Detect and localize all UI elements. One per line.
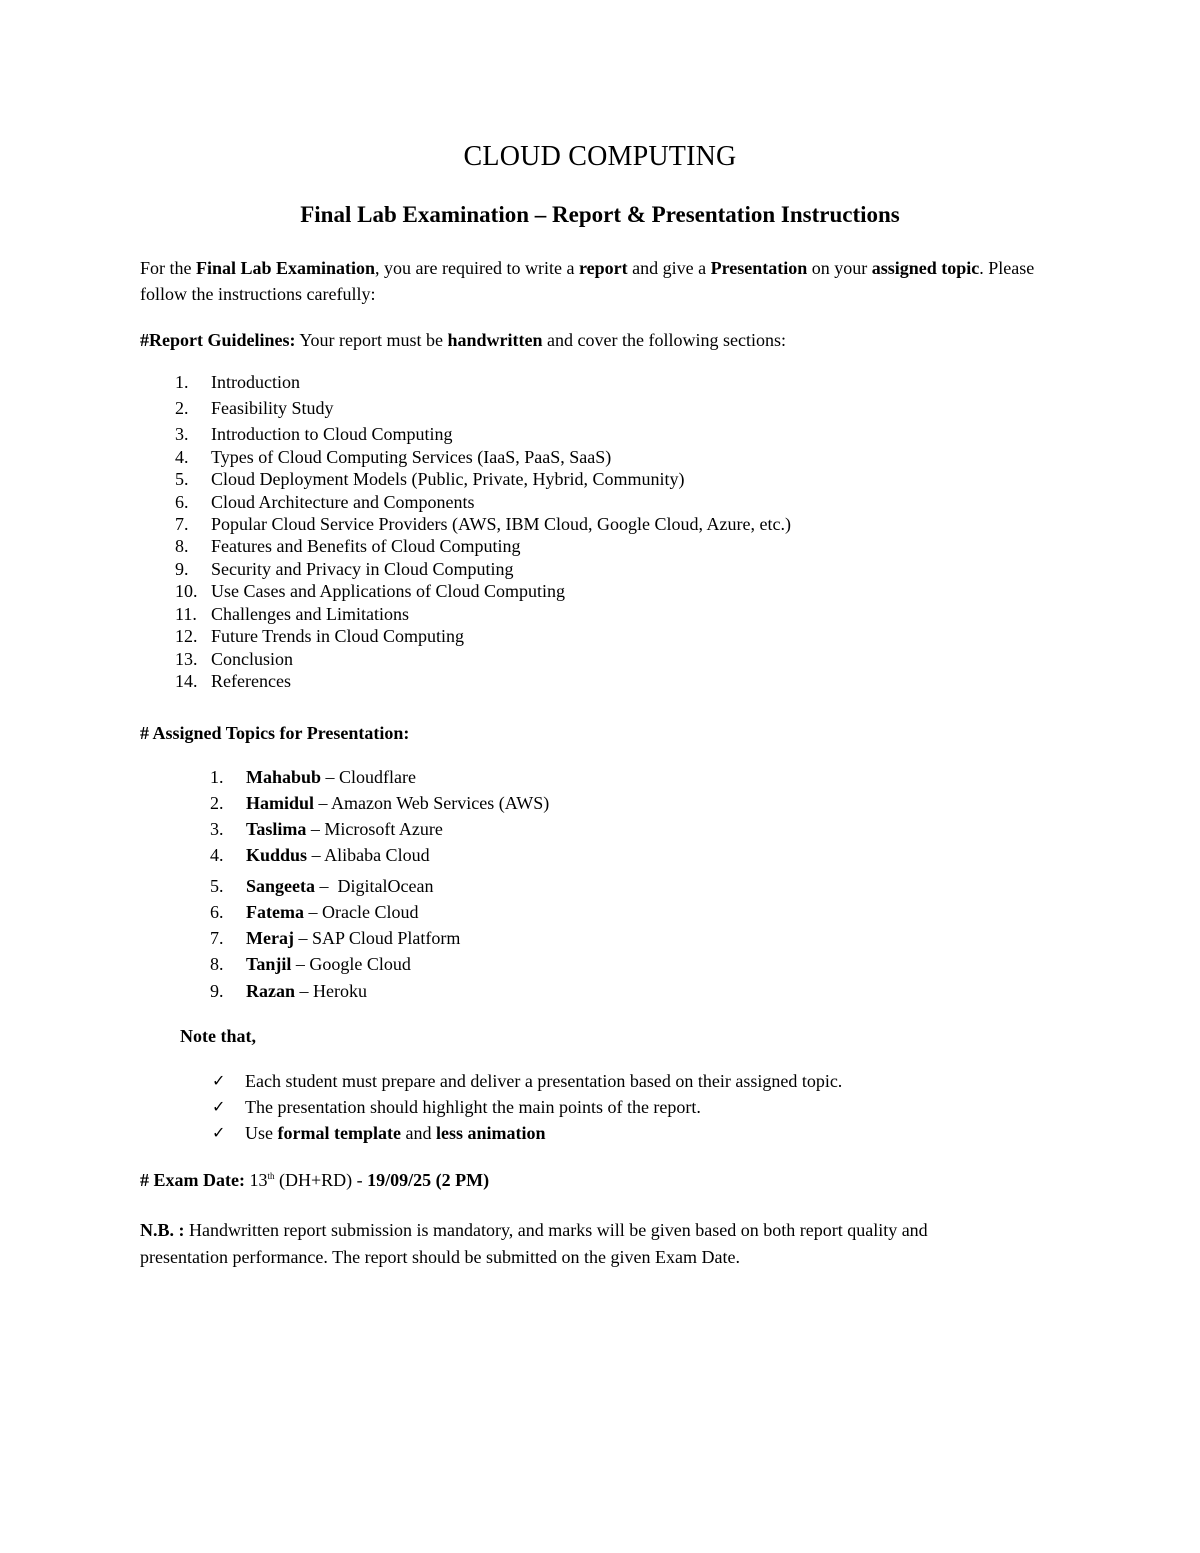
separator: – <box>303 902 322 922</box>
list-text: References <box>211 671 291 691</box>
list-number: 11. <box>175 604 197 624</box>
list-text: Feasibility Study <box>211 398 334 418</box>
checkmark-icon: ✓ <box>212 1073 226 1090</box>
list-number: 12. <box>175 626 198 646</box>
list-text <box>246 845 430 866</box>
nb-note <box>140 1217 1020 1271</box>
separator: – <box>306 819 325 839</box>
list-text <box>246 981 367 1002</box>
list-number: 1. <box>175 372 189 392</box>
topic-name: DigitalOcean <box>337 876 434 896</box>
list-number: 6. <box>210 902 224 922</box>
exam-section: (DH+RD) - <box>274 1170 368 1190</box>
list-number: 14. <box>175 671 198 691</box>
checkmark-icon: ✓ <box>212 1125 226 1142</box>
exam-date <box>140 1170 489 1191</box>
student-name: Tanjil <box>246 954 292 974</box>
intro-text-3: and give a <box>627 258 711 278</box>
list-text: Cloud Deployment Models (Public, Private, Hybrid, Community) <box>211 469 685 489</box>
exam-date-label: # Exam Date: <box>140 1170 245 1190</box>
separator: – <box>291 954 310 974</box>
topic-name: Google Cloud <box>309 954 411 974</box>
list-text <box>246 819 443 840</box>
nb-label: N.B. : <box>140 1220 185 1240</box>
topic-name: Oracle Cloud <box>321 902 419 922</box>
list-text <box>246 928 460 949</box>
intro-text-4: on your <box>807 258 872 278</box>
student-name: Taslima <box>246 819 307 839</box>
intro-bold-assigned-topic: assigned topic <box>871 258 980 278</box>
student-name: Kuddus <box>246 845 308 865</box>
list-text <box>246 902 418 923</box>
student-name: Meraj <box>246 928 294 948</box>
guidelines-label: #Report Guidelines: <box>140 330 296 350</box>
list-number: 7. <box>175 514 189 534</box>
list-text: Conclusion <box>211 649 294 669</box>
intro-text-1: For the <box>140 258 196 278</box>
checkmark-icon: ✓ <box>212 1099 226 1116</box>
list-text <box>246 876 433 897</box>
list-number: 10. <box>175 581 198 601</box>
list-text <box>246 793 549 814</box>
list-number: 6. <box>175 492 189 512</box>
list-number: 3. <box>175 424 189 444</box>
student-name: Mahabub <box>246 767 322 787</box>
list-number: 9. <box>210 981 224 1001</box>
note-bold-less-animation: less animation <box>435 1123 546 1143</box>
guidelines-bold-handwritten: handwritten <box>447 330 543 350</box>
list-number: 2. <box>210 793 224 813</box>
topic-name: Heroku <box>313 981 367 1001</box>
topic-name: SAP Cloud Platform <box>311 928 461 948</box>
report-guidelines <box>140 327 1040 353</box>
list-text: Types of Cloud Computing Services (IaaS, PaaS, SaaS) <box>211 447 612 467</box>
guidelines-text-2: and cover the following sections: <box>542 330 786 350</box>
intro-bold-presentation: Presentation <box>710 258 808 278</box>
topic-name: Cloudflare <box>339 767 417 787</box>
topic-name: Alibaba Cloud <box>324 845 430 865</box>
list-number: 4. <box>210 845 224 865</box>
intro-bold-report: report <box>578 258 628 278</box>
list-number: 5. <box>210 876 224 896</box>
student-name: Fatema <box>246 902 304 922</box>
topic-name: Microsoft Azure <box>324 819 443 839</box>
student-name: Hamidul <box>246 793 315 813</box>
exam-number: 13 <box>244 1170 268 1190</box>
list-number: 2. <box>175 398 189 418</box>
nb-text: Handwritten report submission is mandatory, and marks will be given based on both report quality and presentation performance. The report should be submitted on the given Exam Date. <box>140 1220 928 1267</box>
document-title: CLOUD COMPUTING <box>463 141 737 172</box>
separator: – <box>321 767 340 787</box>
list-text: Introduction to Cloud Computing <box>211 424 453 444</box>
note-title: Note that, <box>180 1026 256 1046</box>
list-text: Challenges and Limitations <box>211 604 409 624</box>
list-text: Popular Cloud Service Providers (AWS, IBM Cloud, Google Cloud, Azure, etc.) <box>211 514 791 534</box>
list-text: Features and Benefits of Cloud Computing <box>211 536 521 556</box>
separator: – <box>314 793 332 813</box>
separator: – <box>315 876 338 896</box>
list-number: 3. <box>210 819 224 839</box>
separator: – <box>307 845 325 865</box>
note-text-1: Use <box>245 1123 278 1143</box>
list-text: Future Trends in Cloud Computing <box>211 626 465 646</box>
list-text <box>246 767 416 788</box>
list-number: 7. <box>210 928 224 948</box>
list-number: 5. <box>175 469 189 489</box>
separator: – <box>293 928 312 948</box>
note-bold-formal-template: formal template <box>277 1123 401 1143</box>
intro-text-2: , you are required to write a <box>375 258 579 278</box>
list-number: 1. <box>210 767 224 787</box>
list-text <box>246 954 411 975</box>
list-number: 4. <box>175 447 189 467</box>
list-number: 8. <box>210 954 224 974</box>
document-subtitle: Final Lab Examination – Report & Presentation Instructions <box>300 202 900 227</box>
assigned-topics-heading: # Assigned Topics for Presentation: <box>140 723 410 743</box>
list-text <box>245 1123 545 1144</box>
separator: – <box>295 981 313 1001</box>
exam-date-value: 19/09/25 (2 PM) <box>367 1170 490 1190</box>
list-text: The presentation should highlight the main points of the report. <box>245 1097 701 1117</box>
intro-bold-final-lab: Final Lab Examination <box>196 258 376 278</box>
list-text: Security and Privacy in Cloud Computing <box>211 559 514 579</box>
list-number: 9. <box>175 559 189 579</box>
intro-paragraph <box>140 255 1040 307</box>
list-text: Cloud Architecture and Components <box>211 492 475 512</box>
list-text: Each student must prepare and deliver a presentation based on their assigned topic. <box>245 1071 843 1091</box>
topic-name: Amazon Web Services (AWS) <box>331 793 550 813</box>
student-name: Razan <box>246 981 295 1001</box>
list-number: 13. <box>175 649 198 669</box>
exam-number-suffix: th <box>267 1171 275 1181</box>
list-text: Use Cases and Applications of Cloud Computing <box>211 581 565 601</box>
guidelines-text-1: Your report must be <box>295 330 448 350</box>
list-text: Introduction <box>211 372 300 392</box>
note-text-2: and <box>400 1123 436 1143</box>
intro-text-5: . Please follow the instructions carefully: <box>140 258 1035 304</box>
list-number: 8. <box>175 536 189 556</box>
student-name: Sangeeta <box>246 876 315 896</box>
